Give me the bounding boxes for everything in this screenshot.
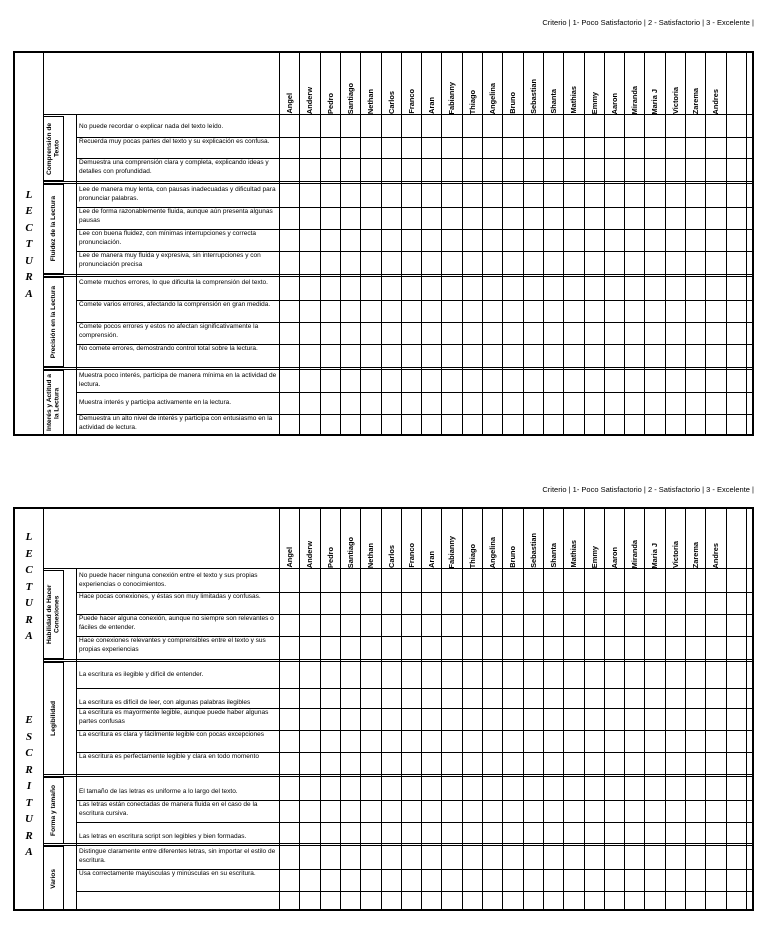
section-letter: E [25, 714, 33, 727]
block-separator [43, 843, 752, 844]
grid-column-line [462, 509, 463, 911]
section-letter: U [25, 813, 33, 826]
criterion-text: Comete varios errores, afectando la comprensión en gran medida. [79, 301, 271, 308]
criterion-text: Demuestra una comprensión clara y completa, explicando ideas y detalles con profundidad. [79, 159, 269, 175]
criterion-text: Muestra poco interés, participa de manera mínima en la actividad de lectura. [79, 372, 277, 388]
section-lectura-letters [15, 517, 43, 657]
student-name: Pedro [325, 93, 335, 114]
criterion-text: Distingue claramente entre diferentes letras, sin importar el estilo de escritura. [79, 848, 276, 864]
section-letter: S [25, 730, 33, 743]
student-name-cell [563, 509, 583, 568]
section-letter: T [25, 796, 33, 809]
student-name-cell [279, 509, 299, 568]
criterion-text: Lee con buena fluidez, con mínimas interrupciones y correcta pronunciación. [79, 230, 257, 246]
criterion-text: La escritura es ilegible y difícil de entender. [79, 671, 204, 679]
grid-row-line [76, 300, 752, 301]
grid-row-line [76, 730, 752, 731]
criterion-text: La escritura es perfectamente legible y clara en todo momento [79, 753, 259, 760]
student-name-cell [279, 53, 299, 114]
grid-column-line [644, 509, 645, 911]
criterion-text: Comete pocos errores y estos no afectan significativamente la comprensión. [79, 323, 259, 339]
block-precision [43, 277, 64, 367]
student-name-cell [705, 53, 725, 114]
student-name: Emmy [589, 91, 599, 114]
block-label: Legibilidad [49, 701, 57, 736]
student-name-cell [462, 53, 482, 114]
section-letter: A [25, 287, 33, 300]
section-letter: T [25, 580, 33, 593]
criterion-text: La escritura es difícil de leer, con algunas palabras ilegibles [79, 698, 251, 706]
student-name-cell [482, 53, 502, 114]
section-lectura-letters [15, 53, 43, 436]
section-escritura-letters [15, 704, 43, 869]
header-divider [43, 114, 752, 115]
student-name-cell [462, 509, 482, 568]
block-legibilidad [43, 662, 64, 775]
block-label: Fluidez de la Lectura [49, 196, 57, 262]
grid-column-line [624, 509, 625, 911]
criteria-column-divider [76, 568, 77, 911]
student-name: Mathias [568, 540, 578, 568]
grid-column-line [584, 509, 585, 911]
grid-column-line [604, 509, 605, 911]
student-name: Fabianny [446, 81, 456, 114]
criterion-text: Hace pocas conexiones, y éstas son muy limitadas y confusas. [79, 593, 261, 600]
grid-column-line [320, 509, 321, 911]
block-separator [43, 776, 752, 777]
criterion-text: El tamaño de las letras es uniforme a lo largo del texto. [79, 788, 238, 796]
student-name: Carlos [386, 544, 396, 568]
grid-column-line [543, 509, 544, 911]
student-name: Aaron [609, 546, 619, 568]
block-separator [43, 181, 752, 182]
block-separator [43, 367, 752, 368]
student-name: Sebastian [528, 533, 538, 568]
grid-row-line [76, 822, 752, 823]
grid-row-line [76, 708, 752, 709]
student-name: Thiago [467, 89, 477, 114]
block-separator [43, 659, 752, 660]
grid-row-line [76, 414, 752, 415]
grid-row-line [76, 752, 752, 753]
student-name: Angelina [487, 536, 497, 568]
student-name-cell [360, 53, 380, 114]
grid-row-line [76, 800, 752, 801]
student-name-cell [604, 509, 624, 568]
block-separator [43, 369, 752, 370]
student-name: Pedro [325, 547, 335, 568]
student-name: Zarema [690, 541, 700, 568]
student-name-cell [644, 509, 664, 568]
criterion-text: Puede hacer alguna conexión, aunque no siempre son relevantes o fáciles de entender. [79, 615, 274, 631]
criterion-text: Lee de manera muy lenta, con pausas inadecuadas y dificultad para pronunciar palabras. [79, 186, 276, 202]
block-label: Varios [49, 868, 57, 889]
student-name: Anderw [304, 540, 314, 568]
student-name-cell [299, 509, 319, 568]
student-name-cell [381, 509, 401, 568]
section-letter: U [25, 597, 33, 610]
student-name-cell [381, 53, 401, 114]
section-letter: A [25, 630, 33, 643]
criterion-text: Lee de manera muy fluida y expresiva, sin interrupciones y con pronunciación precisa [79, 252, 261, 268]
criterion-text: La escritura es mayormente legible, aunque puede haber algunas partes confusas [79, 709, 269, 725]
grid-column-line [705, 509, 706, 911]
student-name: Emmy [589, 545, 599, 568]
section-letter: L [25, 188, 33, 201]
student-name-cell [624, 509, 644, 568]
student-name: Miranda [629, 539, 639, 568]
grid-row-line [76, 592, 752, 593]
grid-row-line [76, 251, 752, 252]
student-name-cell [563, 53, 583, 114]
student-name-cell [441, 53, 461, 114]
student-name: Victoria [670, 541, 680, 568]
student-name-cell [421, 53, 441, 114]
student-name-cell [543, 509, 563, 568]
criterion-text: No comete errores, demostrando control total sobre la lectura. [79, 345, 258, 352]
grid-column-line [421, 509, 422, 911]
criterion-text: Lee de forma razonablemente fluida, aunque aún presenta algunas pausas [79, 208, 273, 224]
grid-column-line [279, 509, 280, 911]
student-name-cell [299, 53, 319, 114]
block-forma-tamano [43, 777, 64, 844]
student-name: Angel [284, 547, 294, 568]
student-name-cell [320, 509, 340, 568]
block-separator [43, 276, 752, 277]
grid-column-line [685, 509, 686, 911]
block-separator [43, 661, 752, 662]
grid-column-line [665, 509, 666, 911]
grid-row-line [76, 614, 752, 615]
student-name-cell [543, 53, 563, 114]
student-name: Zarema [690, 87, 700, 114]
student-name-cell [685, 509, 705, 568]
student-name: Bruno [507, 546, 517, 568]
student-name-cell [441, 509, 461, 568]
grid-column-line [746, 509, 747, 911]
section-letter: L [25, 531, 33, 544]
header-divider [43, 568, 752, 569]
student-name-cell [502, 53, 522, 114]
student-name-cell [604, 53, 624, 114]
student-name-cell [340, 509, 360, 568]
student-name: Thiago [467, 543, 477, 568]
student-name-cell [523, 509, 543, 568]
section-letter: R [25, 271, 33, 284]
criterion-text: Las letras están conectadas de manera fluida en el caso de la escritura cursiva. [79, 801, 258, 817]
criterion-text: Las letras en escritura script son legibles y bien formadas. [79, 832, 247, 840]
criteria-column-divider [76, 114, 77, 436]
section-letter: A [25, 846, 33, 859]
student-name: Franco [406, 89, 416, 114]
student-name: Santiago [345, 536, 355, 568]
student-name-cell [502, 509, 522, 568]
criterion-text: No puede hacer ninguna conexión entre el texto y sus propias experiencias o conocimientos. [79, 572, 258, 588]
section-column-divider [43, 53, 44, 436]
reading-writing-rubric-sheet [13, 507, 754, 911]
student-name: Victoria [670, 87, 680, 114]
grid-column-line [381, 509, 382, 911]
section-letter: R [25, 613, 33, 626]
grid-column-line [726, 509, 727, 911]
section-letter: R [25, 829, 33, 842]
student-name-cell [320, 53, 340, 114]
block-comprension [43, 116, 64, 181]
grid-column-line [299, 509, 300, 911]
student-name-cell [665, 53, 685, 114]
section-letter: I [26, 780, 32, 793]
student-name: Maria J [649, 542, 659, 568]
grid-column-line [401, 509, 402, 911]
student-name: Shanta [548, 543, 558, 568]
block-separator [43, 274, 752, 275]
section-letter: R [25, 763, 33, 776]
student-name-cell [401, 53, 421, 114]
grid-row-line [76, 344, 752, 345]
criterion-text: Comete muchos errores, lo que dificulta la comprensión del texto. [79, 279, 268, 286]
block-fluidez [43, 184, 64, 274]
section-letter: C [25, 564, 33, 577]
grid-row-line [76, 636, 752, 637]
student-name: Nethan [365, 88, 375, 114]
criterion-text: Demuestra un alto nivel de interés y participa con entusiasmo en la actividad de lectura. [79, 415, 273, 431]
section-letter: C [25, 747, 33, 760]
student-name-cell [421, 509, 441, 568]
student-name-cell [523, 53, 543, 114]
student-name: Franco [406, 543, 416, 568]
student-name: Angelina [487, 82, 497, 114]
student-name-cell [401, 509, 421, 568]
grid-row-line [76, 891, 752, 892]
grid-column-line [340, 509, 341, 911]
grid-row-line [76, 207, 752, 208]
student-name: Aran [426, 551, 436, 568]
criterion-text: Muestra interés y participa activamente en la lectura. [79, 398, 232, 406]
student-name: Bruno [507, 92, 517, 114]
student-name: Anderw [304, 86, 314, 114]
student-name-cell [665, 509, 685, 568]
student-name-cell [584, 509, 604, 568]
student-name: Nethan [365, 542, 375, 568]
section-letter: E [25, 547, 33, 560]
block-separator [43, 183, 752, 184]
grid-column-line [482, 509, 483, 911]
section-letter: E [25, 205, 33, 218]
grid-column-line [502, 509, 503, 911]
student-name-cell [624, 53, 644, 114]
student-name: Angel [284, 93, 294, 114]
grid-row-line [76, 869, 752, 870]
student-name: Aran [426, 97, 436, 114]
student-name-cell [685, 53, 705, 114]
block-label: Comprensión de Texto [46, 122, 61, 175]
student-name-cell [644, 53, 664, 114]
block-label: Precisión en la Lectura [49, 285, 57, 359]
criterion-text: La escritura es clara y fácilmente legible con pocas excepciones [79, 731, 264, 738]
grid-row-line [76, 229, 752, 230]
student-name: Santiago [345, 82, 355, 114]
student-name: Aaron [609, 92, 619, 114]
criteria-legend: Criterio | 1- Poco Satisfactorio | 2 - Satisfactorio | 3 - Excelente | [542, 18, 754, 27]
block-label: Habilidad de Hacer Conexiones [46, 584, 61, 645]
student-name: Miranda [629, 85, 639, 114]
section-letter: T [25, 238, 33, 251]
block-varios [43, 846, 64, 911]
criterion-text: Recuerda muy pocas partes del texto y su explicación es confusa. [79, 138, 270, 145]
section-column-divider [43, 509, 44, 911]
block-conexiones [43, 570, 64, 659]
student-name: Mathias [568, 86, 578, 114]
grid-row-line [76, 688, 752, 689]
block-label: Interés y Actitud a la Lectura [46, 374, 61, 432]
grid-row-line [76, 137, 752, 138]
grid-column-line [523, 509, 524, 911]
section-letter: U [25, 254, 33, 267]
grid-row-line [76, 392, 752, 393]
grid-column-line [360, 509, 361, 911]
criterion-text: Hace conexiones relevantes y comprensibles entre el texto y sus propias experiencias [79, 637, 266, 653]
criterion-text: Usa correctamente mayúsculas y minúsculas en su escritura. [79, 870, 256, 877]
reading-rubric-sheet [13, 51, 754, 436]
block-separator [43, 774, 752, 775]
student-name: Andres [710, 88, 720, 114]
student-name: Shanta [548, 89, 558, 114]
grid-column-line [441, 509, 442, 911]
grid-row-line [76, 158, 752, 159]
student-name-cell [340, 53, 360, 114]
criteria-legend: Criterio | 1- Poco Satisfactorio | 2 - Satisfactorio | 3 - Excelente | [542, 485, 754, 494]
block-label: Forma y tamaño [49, 785, 57, 836]
block-separator [43, 845, 752, 846]
student-name-cell [584, 53, 604, 114]
student-name: Sebastian [528, 79, 538, 114]
grid-row-line [76, 322, 752, 323]
student-name: Maria J [649, 88, 659, 114]
student-name-cell [705, 509, 725, 568]
student-name-cell [360, 509, 380, 568]
student-name: Andres [710, 542, 720, 568]
grid-column-line [746, 53, 747, 436]
criterion-text: No puede recordar o explicar nada del texto leído. [79, 122, 224, 130]
grid-column-line [563, 509, 564, 911]
student-name-cell [482, 509, 502, 568]
block-interes [43, 370, 64, 436]
grid-column-line [726, 53, 727, 436]
student-name: Carlos [386, 90, 396, 114]
student-name: Fabianny [446, 535, 456, 568]
section-letter: C [25, 221, 33, 234]
